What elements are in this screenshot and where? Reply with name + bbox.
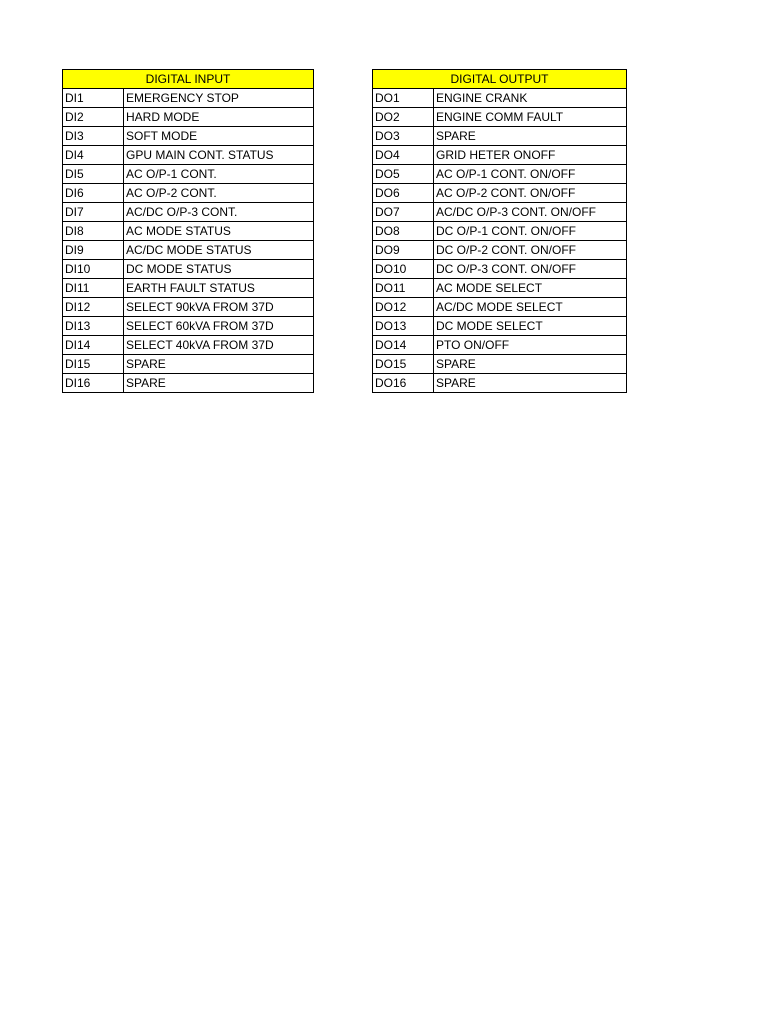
table-row: [373, 355, 627, 374]
signal-description-cell: AC/DC MODE SELECT: [434, 298, 627, 317]
signal-description-cell: SELECT 90kVA FROM 37D: [124, 298, 314, 317]
table-row: [63, 298, 314, 317]
table-row: [373, 203, 627, 222]
table-row: [373, 165, 627, 184]
signal-id-cell: DO11: [373, 279, 434, 298]
signal-id-cell: DI12: [63, 298, 124, 317]
table-row: [63, 336, 314, 355]
signal-description-cell: DC MODE STATUS: [124, 260, 314, 279]
digital-output-rows: [373, 89, 627, 393]
signal-description-cell: SPARE: [124, 355, 314, 374]
table-header-row: [63, 70, 314, 89]
signal-id-cell: DI3: [63, 127, 124, 146]
table-row: [373, 374, 627, 393]
signal-description-cell: AC MODE STATUS: [124, 222, 314, 241]
signal-description-cell: HARD MODE: [124, 108, 314, 127]
table-row: [373, 127, 627, 146]
signal-id-cell: DO3: [373, 127, 434, 146]
table-row: [373, 146, 627, 165]
table-row: [63, 317, 314, 336]
table-row: [63, 184, 314, 203]
table-row: [373, 89, 627, 108]
digital-input-rows: [63, 89, 314, 393]
signal-id-cell: DO6: [373, 184, 434, 203]
signal-id-cell: DI9: [63, 241, 124, 260]
table-row: [373, 222, 627, 241]
digital-input-header: DIGITAL INPUT: [63, 70, 314, 89]
table-row: [373, 317, 627, 336]
signal-id-cell: DO8: [373, 222, 434, 241]
digital-input-table: [62, 69, 314, 393]
signal-description-cell: AC O/P-2 CONT.: [124, 184, 314, 203]
signal-id-cell: DO7: [373, 203, 434, 222]
signal-description-cell: SELECT 60kVA FROM 37D: [124, 317, 314, 336]
signal-id-cell: DI11: [63, 279, 124, 298]
signal-id-cell: DI1: [63, 89, 124, 108]
table-row: [373, 260, 627, 279]
table-row: [63, 260, 314, 279]
signal-id-cell: DI16: [63, 374, 124, 393]
table-row: [63, 374, 314, 393]
table-row: [63, 203, 314, 222]
signal-description-cell: SELECT 40kVA FROM 37D: [124, 336, 314, 355]
signal-description-cell: SPARE: [124, 374, 314, 393]
signal-id-cell: DI2: [63, 108, 124, 127]
signal-description-cell: GRID HETER ONOFF: [434, 146, 627, 165]
table-row: [373, 184, 627, 203]
table-row: [373, 108, 627, 127]
signal-description-cell: DC O/P-2 CONT. ON/OFF: [434, 241, 627, 260]
signal-description-cell: EMERGENCY STOP: [124, 89, 314, 108]
signal-description-cell: AC MODE SELECT: [434, 279, 627, 298]
signal-description-cell: AC/DC O/P-3 CONT.: [124, 203, 314, 222]
signal-description-cell: AC/DC MODE STATUS: [124, 241, 314, 260]
signal-id-cell: DI6: [63, 184, 124, 203]
table-row: [63, 222, 314, 241]
signal-description-cell: EARTH FAULT STATUS: [124, 279, 314, 298]
signal-description-cell: ENGINE COMM FAULT: [434, 108, 627, 127]
signal-id-cell: DI5: [63, 165, 124, 184]
signal-id-cell: DO4: [373, 146, 434, 165]
table-row: [63, 165, 314, 184]
table-row: [373, 298, 627, 317]
signal-description-cell: AC O/P-1 CONT.: [124, 165, 314, 184]
table-row: [373, 279, 627, 298]
table-row: [63, 108, 314, 127]
table-header-row: [373, 70, 627, 89]
signal-description-cell: SPARE: [434, 355, 627, 374]
signal-id-cell: DI7: [63, 203, 124, 222]
signal-id-cell: DI13: [63, 317, 124, 336]
signal-description-cell: PTO ON/OFF: [434, 336, 627, 355]
signal-id-cell: DO2: [373, 108, 434, 127]
table-row: [63, 127, 314, 146]
signal-id-cell: DI10: [63, 260, 124, 279]
signal-id-cell: DO15: [373, 355, 434, 374]
signal-description-cell: SPARE: [434, 127, 627, 146]
signal-id-cell: DO5: [373, 165, 434, 184]
signal-id-cell: DO13: [373, 317, 434, 336]
table-row: [63, 241, 314, 260]
signal-id-cell: DI8: [63, 222, 124, 241]
signal-description-cell: DC MODE SELECT: [434, 317, 627, 336]
digital-output-table: [372, 69, 627, 393]
signal-id-cell: DO12: [373, 298, 434, 317]
signal-id-cell: DI4: [63, 146, 124, 165]
signal-description-cell: GPU MAIN CONT. STATUS: [124, 146, 314, 165]
table-row: [63, 355, 314, 374]
digital-output-header: DIGITAL OUTPUT: [373, 70, 627, 89]
signal-description-cell: SOFT MODE: [124, 127, 314, 146]
signal-id-cell: DO16: [373, 374, 434, 393]
signal-id-cell: DO1: [373, 89, 434, 108]
table-row: [373, 241, 627, 260]
table-row: [373, 336, 627, 355]
signal-id-cell: DI14: [63, 336, 124, 355]
signal-id-cell: DI15: [63, 355, 124, 374]
signal-description-cell: ENGINE CRANK: [434, 89, 627, 108]
table-row: [63, 89, 314, 108]
signal-id-cell: DO9: [373, 241, 434, 260]
table-row: [63, 146, 314, 165]
signal-description-cell: DC O/P-3 CONT. ON/OFF: [434, 260, 627, 279]
signal-description-cell: SPARE: [434, 374, 627, 393]
table-row: [63, 279, 314, 298]
signal-id-cell: DO14: [373, 336, 434, 355]
signal-description-cell: AC O/P-1 CONT. ON/OFF: [434, 165, 627, 184]
signal-description-cell: AC O/P-2 CONT. ON/OFF: [434, 184, 627, 203]
signal-id-cell: DO10: [373, 260, 434, 279]
signal-description-cell: AC/DC O/P-3 CONT. ON/OFF: [434, 203, 627, 222]
signal-description-cell: DC O/P-1 CONT. ON/OFF: [434, 222, 627, 241]
